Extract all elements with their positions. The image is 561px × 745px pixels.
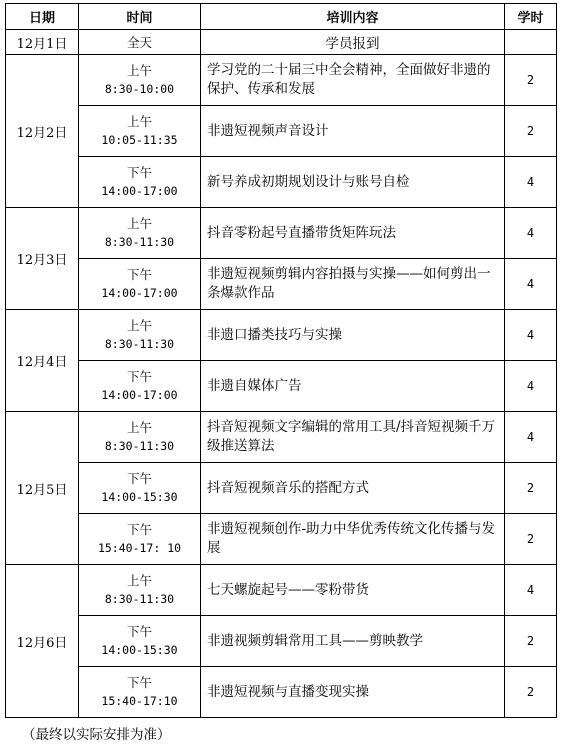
time-period: 上午 — [126, 420, 152, 435]
time-range: 14:00-15:30 — [101, 490, 178, 504]
table-row — [6, 412, 557, 463]
time-period: 上午 — [126, 318, 152, 333]
content-cell: 非遗短视频声音设计 — [201, 106, 505, 157]
time-range: 14:00-15:30 — [101, 643, 178, 657]
time-range: 8:30-11:30 — [104, 337, 175, 351]
time-range: 8:30-11:30 — [104, 439, 175, 453]
time-range: 15:40-17: 10 — [97, 541, 182, 555]
time-period: 上午 — [126, 573, 152, 588]
time-period: 上午 — [126, 216, 152, 231]
table-row — [6, 259, 557, 310]
hours-cell: 4 — [505, 361, 557, 412]
content-cell: 抖音短视频文字编辑的常用工具/抖音短视频千万级推送算法 — [201, 412, 505, 463]
table-row — [6, 30, 557, 55]
date-cell: 12月1日 — [6, 30, 79, 55]
table-row — [6, 667, 557, 718]
content-cell: 非遗口播类技巧与实操 — [201, 310, 505, 361]
table-body — [6, 30, 557, 718]
hours-cell: 4 — [505, 259, 557, 310]
hours-cell: 2 — [505, 514, 557, 565]
header-row — [6, 4, 557, 30]
time-cell — [79, 667, 201, 718]
hours-cell — [505, 30, 557, 55]
date-cell: 12月6日 — [6, 565, 79, 718]
hours-cell: 2 — [505, 55, 557, 106]
time-period: 上午 — [126, 63, 152, 78]
content-cell: 学习党的二十届三中全会精神，全面做好非遗的保护、传承和发展 — [201, 55, 505, 106]
header-time: 时间 — [79, 4, 201, 30]
hours-cell: 4 — [505, 310, 557, 361]
time-range: 14:00-17:00 — [101, 388, 178, 402]
time-cell — [79, 463, 201, 514]
header-content: 培训内容 — [201, 4, 505, 30]
hours-cell: 2 — [505, 463, 557, 514]
table-row — [6, 361, 557, 412]
hours-cell: 4 — [505, 565, 557, 616]
header-hours: 学时 — [505, 4, 557, 30]
time-period: 下午 — [126, 471, 152, 486]
table-row — [6, 514, 557, 565]
header-date: 日期 — [6, 4, 79, 30]
time-period: 下午 — [126, 165, 152, 180]
date-cell: 12月3日 — [6, 208, 79, 310]
time-period: 全天 — [126, 34, 152, 50]
time-range: 14:00-17:00 — [101, 184, 178, 198]
time-cell — [79, 310, 201, 361]
footnote: （最终以实际安排为准） — [22, 727, 171, 743]
time-period: 下午 — [126, 369, 152, 384]
time-cell — [79, 30, 201, 55]
table-row — [6, 616, 557, 667]
content-cell: 学员报到 — [201, 30, 505, 55]
content-cell: 七天螺旋起号——零粉带货 — [201, 565, 505, 616]
time-cell — [79, 157, 201, 208]
table-row — [6, 310, 557, 361]
table-row — [6, 463, 557, 514]
time-cell — [79, 361, 201, 412]
time-period: 上午 — [126, 114, 152, 129]
time-range: 10:05-11:35 — [101, 133, 178, 147]
content-cell: 非遗短视频剪辑内容拍摄与实操——如何剪出一条爆款作品 — [201, 259, 505, 310]
table-row — [6, 157, 557, 208]
table-row — [6, 208, 557, 259]
table-row — [6, 55, 557, 106]
time-cell — [79, 208, 201, 259]
time-range: 14:00-17:00 — [101, 286, 178, 300]
hours-cell: 4 — [505, 412, 557, 463]
table-header — [6, 4, 557, 30]
time-range: 8:30-11:30 — [104, 592, 175, 606]
time-cell — [79, 106, 201, 157]
content-cell: 非遗短视频与直播变现实操 — [201, 667, 505, 718]
time-range: 8:30-11:30 — [104, 235, 175, 249]
hours-cell: 2 — [505, 616, 557, 667]
time-cell — [79, 55, 201, 106]
time-period: 下午 — [126, 675, 152, 690]
date-cell: 12月4日 — [6, 310, 79, 412]
time-period: 下午 — [126, 624, 152, 639]
time-cell — [79, 259, 201, 310]
time-range: 8:30-10:00 — [104, 82, 175, 96]
training-schedule-table — [5, 3, 557, 718]
date-cell: 12月5日 — [6, 412, 79, 565]
table-row — [6, 565, 557, 616]
date-cell: 12月2日 — [6, 55, 79, 208]
content-cell: 新号养成初期规划设计与账号自检 — [201, 157, 505, 208]
time-cell — [79, 514, 201, 565]
time-period: 下午 — [126, 267, 152, 282]
content-cell: 非遗短视频创作-助力中华优秀传统文化传播与发展 — [201, 514, 505, 565]
time-cell — [79, 412, 201, 463]
table-row — [6, 106, 557, 157]
time-range: 15:40-17:10 — [101, 694, 178, 708]
time-cell — [79, 565, 201, 616]
content-cell: 抖音短视频音乐的搭配方式 — [201, 463, 505, 514]
hours-cell: 4 — [505, 157, 557, 208]
hours-cell: 2 — [505, 106, 557, 157]
hours-cell: 4 — [505, 208, 557, 259]
time-cell — [79, 616, 201, 667]
content-cell: 非遗视频剪辑常用工具——剪映教学 — [201, 616, 505, 667]
content-cell: 非遗自媒体广告 — [201, 361, 505, 412]
content-cell: 抖音零粉起号直播带货矩阵玩法 — [201, 208, 505, 259]
time-period: 下午 — [126, 522, 152, 537]
hours-cell: 2 — [505, 667, 557, 718]
